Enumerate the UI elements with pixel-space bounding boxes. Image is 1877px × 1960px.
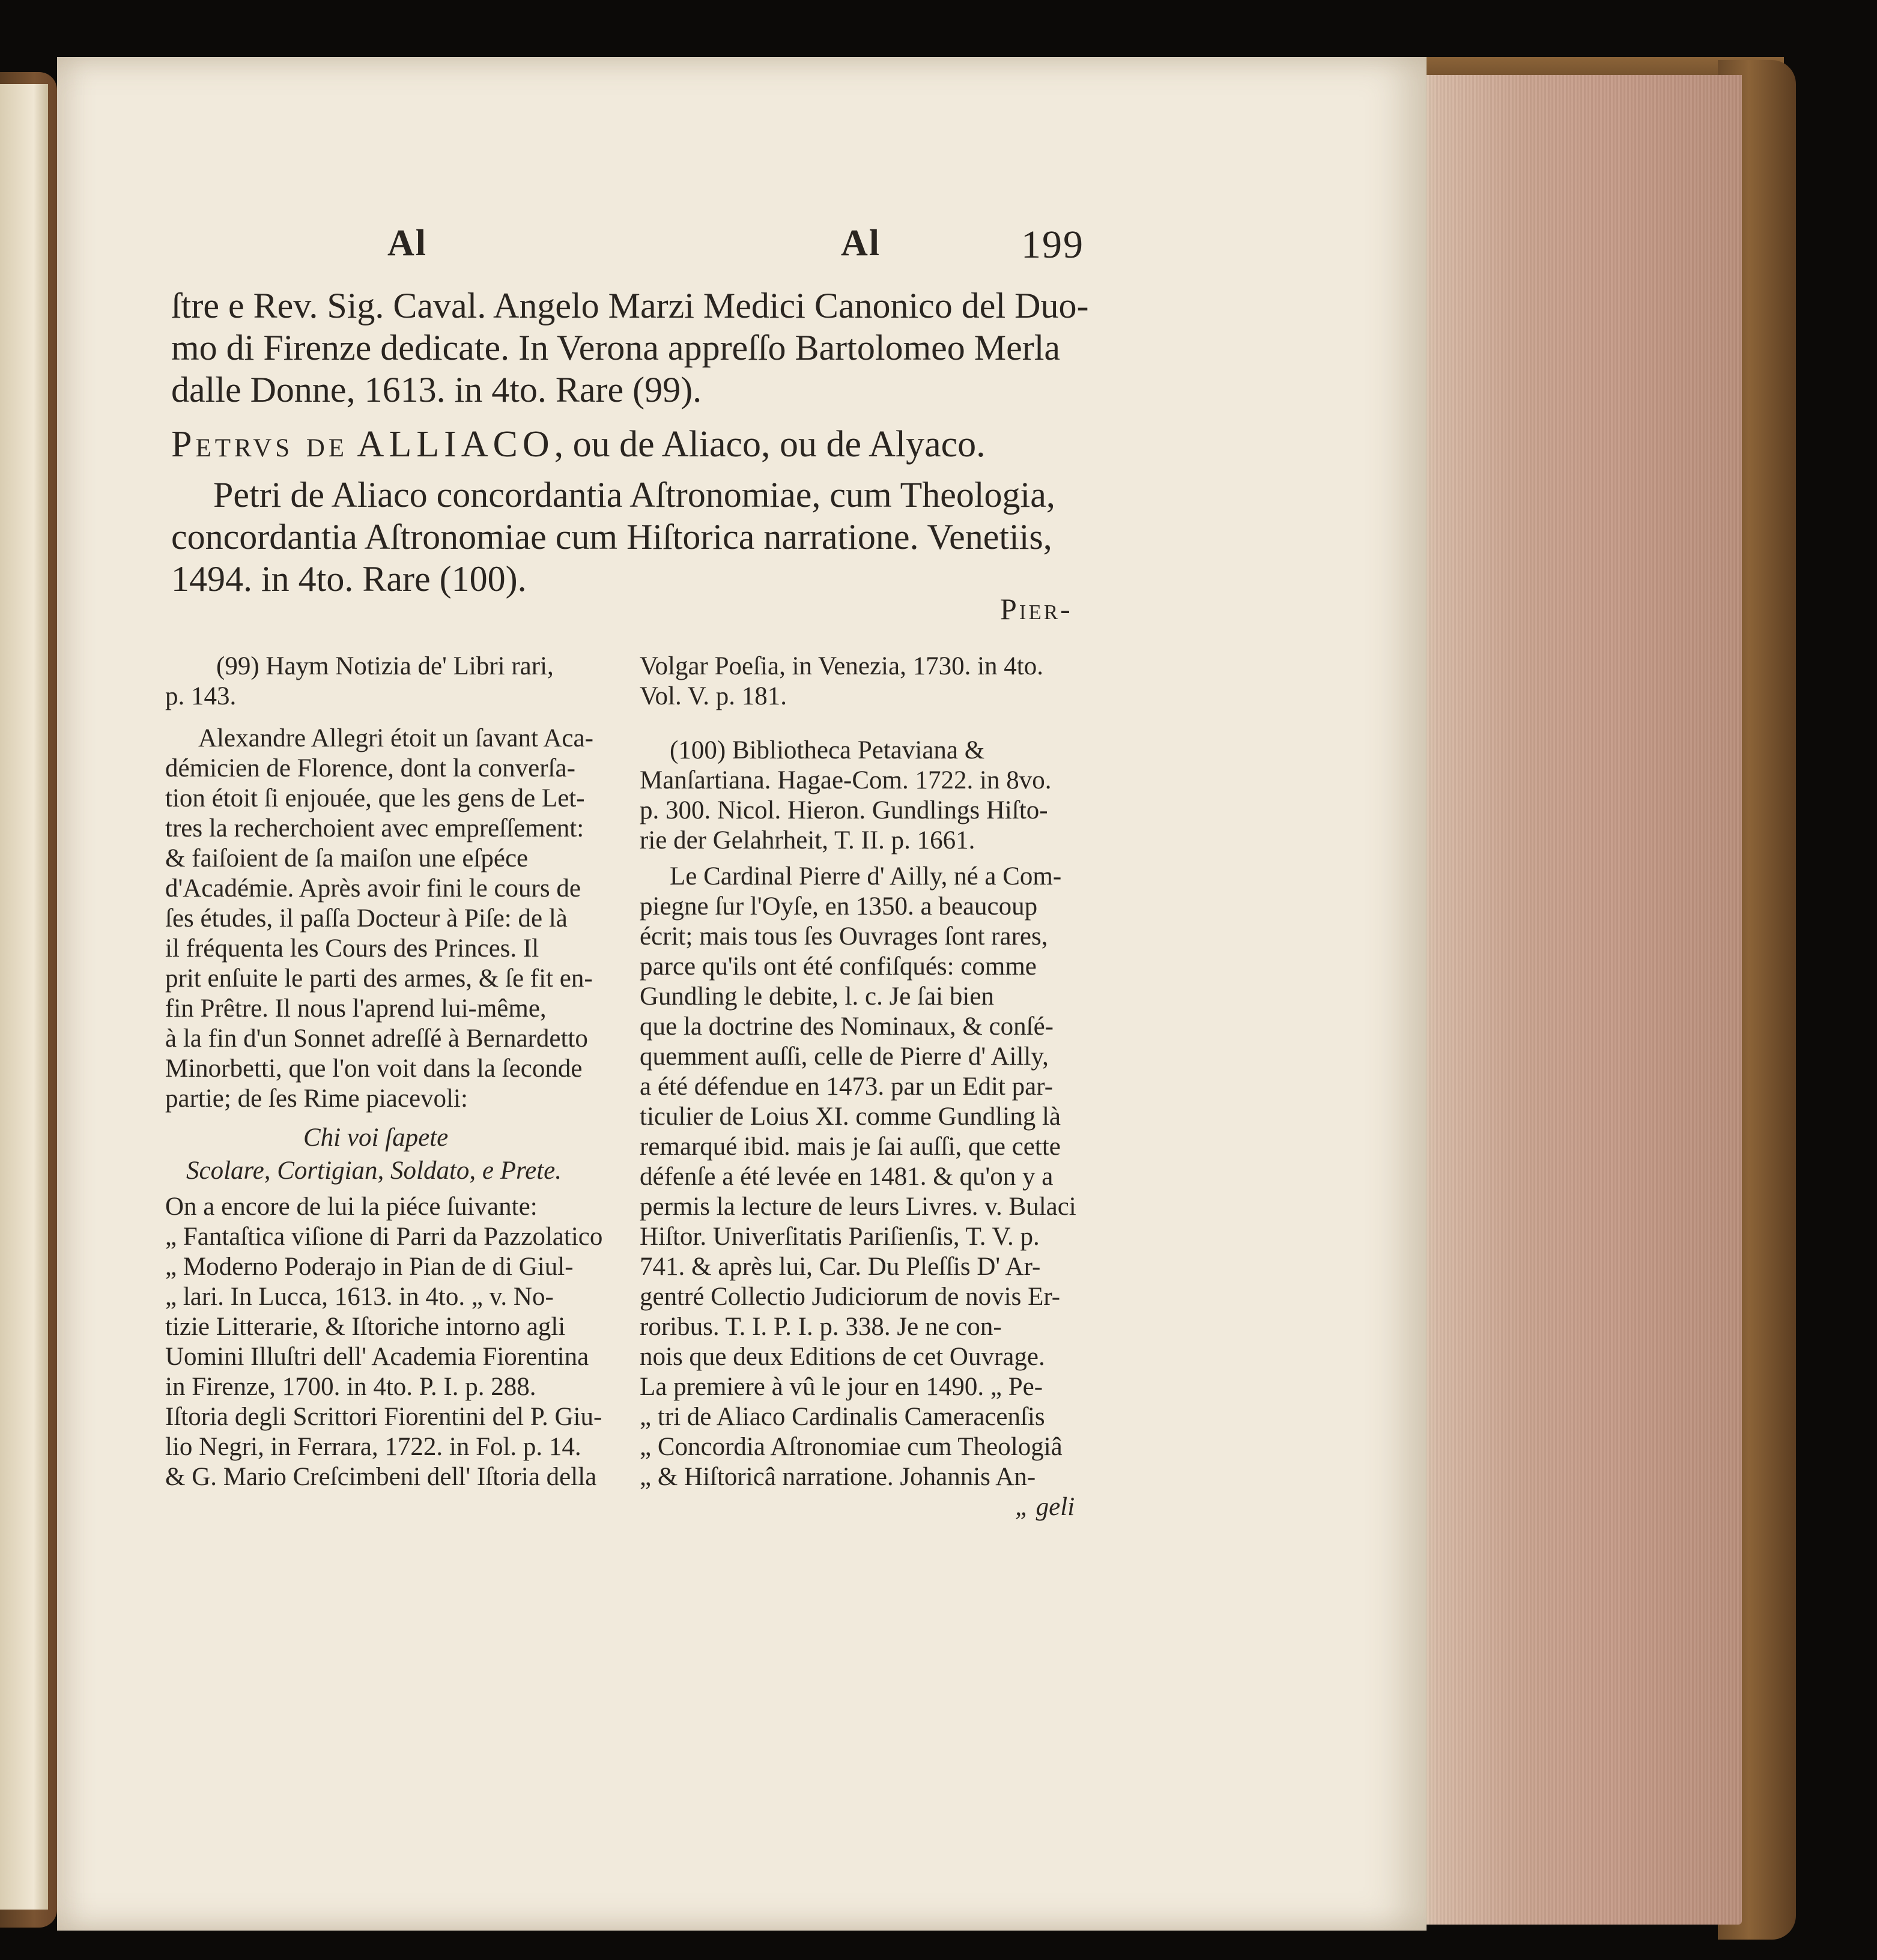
heading-name: ALLIACO <box>357 424 554 465</box>
footnote-line: tres la recherchoient avec empreſſement: <box>165 814 584 842</box>
footnote-line: fin Prêtre. Il nous l'aprend lui-même, <box>165 994 547 1023</box>
footnote-line: Manſartiana. Hagae-Com. 1722. in 8vo. <box>640 766 1052 794</box>
entry-line: 1494. in 4to. Rare (100). <box>171 559 527 599</box>
header-left: Al <box>387 223 427 264</box>
footnote-line: partie; de ſes Rime piacevoli: <box>165 1084 468 1113</box>
footnote-line: La premiere à vû le jour en 1490. „ Pe- <box>640 1373 1043 1401</box>
footnote-line: ticulier de Loius XI. comme Gundling là <box>640 1102 1061 1131</box>
footnote-line: in Firenze, 1700. in 4to. P. I. p. 288. <box>165 1373 536 1401</box>
footnote-line: Gundling le debite, l. c. Je ſai bien <box>640 982 994 1011</box>
entry-line: dalle Donne, 1613. in 4to. Rare (99). <box>171 370 702 410</box>
page-number: 199 <box>1021 223 1084 267</box>
footnote-line: que la doctrine des Nominaux, & conſé- <box>640 1012 1054 1041</box>
footnote-line: lio Negri, in Ferrara, 1722. in Fol. p. 14. <box>165 1433 581 1461</box>
header-center: Al <box>841 223 881 264</box>
footnote-line: „ Concordia Aſtronomiae cum Theologiâ <box>640 1433 1063 1461</box>
footnote-line: remarqué ibid. mais je ſai auſſi, que cette <box>640 1133 1061 1161</box>
footnote-line: Uomini Illuſtri dell' Academia Fiorentina <box>165 1343 589 1371</box>
footnote-line: (99) Haym Notizia de' Libri rari, <box>216 652 554 680</box>
footnote-line: Le Cardinal Pierre d' Ailly, né a Com- <box>670 862 1062 891</box>
footnote-line: prit enſuite le parti des armes, & ſe fit en- <box>165 964 593 993</box>
footnote-line: (100) Bibliotheca Petaviana & <box>670 736 985 764</box>
footnote-line: parce qu'ils ont été confiſqués: comme <box>640 952 1037 981</box>
footnote-line: Minorbetti, que l'on voit dans la ſeconde <box>165 1054 583 1083</box>
footnote-line: On a encore de lui la piéce ſuivante: <box>165 1193 538 1221</box>
footnote-line: „ & Hiſtoricâ narratione. Johannis An- <box>640 1463 1036 1491</box>
facing-page-edge <box>0 84 48 1910</box>
entry-line: mo di Firenze dedicate. In Verona appreſſo Bartolomeo Merla <box>171 328 1061 368</box>
footnote-line: démicien de Florence, dont la converſa- <box>165 754 575 782</box>
footnote-line: „ Fantaſtica viſione di Parri da Pazzolatico <box>165 1223 603 1251</box>
heading-prefix: Petrvs de <box>171 424 348 465</box>
footnote-line: quemment auſſi, celle de Pierre d' Ailly, <box>640 1042 1049 1071</box>
footnote-line: écrit; mais tous ſes Ouvrages ſont rares, <box>640 922 1048 951</box>
footnote-line: nois que deux Editions de cet Ouvrage. <box>640 1343 1045 1371</box>
footnote-line: d'Académie. Après avoir fini le cours de <box>165 874 581 903</box>
entry-line: concordantia Aſtronomiae cum Hiſtorica narratione. Venetiis, <box>171 517 1052 557</box>
entry-heading <box>171 423 986 466</box>
footnote-line: „ geli <box>1015 1493 1075 1521</box>
footnote-line: & G. Mario Creſcimbeni dell' Iſtoria della <box>165 1463 597 1491</box>
footnote-line: ſes études, il paſſa Docteur à Piſe: de là <box>165 904 568 933</box>
footnote-line: rie der Gelahrheit, T. II. p. 1661. <box>640 826 975 854</box>
footnote-line: tizie Litterarie, & Iſtoriche intorno agli <box>165 1313 566 1341</box>
footnote-line: roribus. T. I. P. I. p. 338. Je ne con- <box>640 1313 1002 1341</box>
footnote-line: Hiſtor. Univerſitatis Pariſienſis, T. V. p. <box>640 1223 1040 1251</box>
footnote-line: „ lari. In Lucca, 1613. in 4to. „ v. No- <box>165 1283 554 1311</box>
footnote-line: p. 143. <box>165 682 237 710</box>
footnote-line: p. 300. Nicol. Hieron. Gundlings Hiſto- <box>640 796 1048 824</box>
footnote-line: gentré Collectio Judiciorum de novis Er- <box>640 1283 1061 1311</box>
verse-line: Chi voi ſapete <box>303 1124 449 1152</box>
footnote-line: Iſtoria degli Scrittori Fiorentini del P. Giu- <box>165 1403 602 1431</box>
footnote-line: Volgar Poeſia, in Venezia, 1730. in 4to. <box>640 652 1043 680</box>
footnote-line: „ tri de Aliaco Cardinalis Cameracenſis <box>640 1403 1045 1431</box>
footnote-line: piegne ſur l'Oyſe, en 1350. a beaucoup <box>640 892 1038 921</box>
entry-line: Petri de Aliaco concordantia Aſtronomiae, cum Theologia, <box>213 475 1055 515</box>
heading-rest: , ou de Aliaco, ou de Alyaco. <box>554 424 986 465</box>
catchword: Pier- <box>1000 592 1073 626</box>
footnote-line: „ Moderno Poderajo in Pian de di Giul- <box>165 1253 574 1281</box>
footnote-line: défenſe a été levée en 1481. & qu'on y a <box>640 1163 1054 1191</box>
footnote-line: il fréquenta les Cours des Princes. Il <box>165 934 539 963</box>
footnote-line: tion étoit ſi enjouée, que les gens de Let- <box>165 784 585 812</box>
entry-line: ſtre e Rev. Sig. Caval. Angelo Marzi Medici Canonico del Duo- <box>171 286 1089 325</box>
footnote-line: Alexandre Allegri étoit un ſavant Aca- <box>198 724 593 752</box>
footnote-line: & faiſoient de ſa maiſon une eſpéce <box>165 844 529 873</box>
footnote-line: 741. & après lui, Car. Du Pleſſis D' Ar- <box>640 1253 1041 1281</box>
footnote-line: Vol. V. p. 181. <box>640 682 787 710</box>
footnote-line: permis la lecture de leurs Livres. v. Bulaci <box>640 1193 1076 1221</box>
footnote-line: à la fin d'un Sonnet adreſſé à Bernardetto <box>165 1024 588 1053</box>
page-fore-edge <box>1405 75 1742 1925</box>
footnote-line: a été défendue en 1473. par un Edit par- <box>640 1072 1054 1101</box>
verse-line: Scolare, Cortigian, Soldato, e Prete. <box>186 1157 562 1185</box>
